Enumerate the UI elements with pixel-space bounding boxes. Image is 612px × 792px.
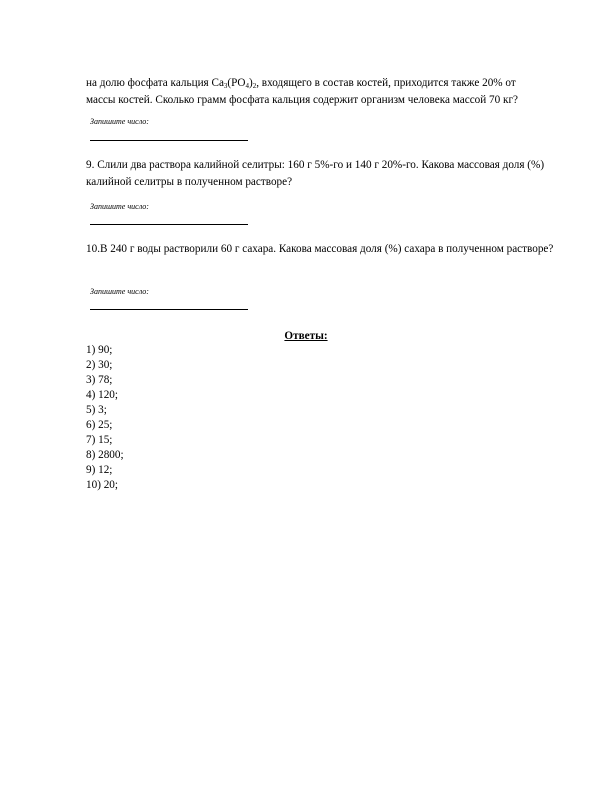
answer-line-9[interactable]	[90, 224, 248, 225]
question-8-tail	[86, 75, 556, 109]
answer-item: 5) 3;	[86, 404, 107, 416]
subscript-4: 4	[245, 82, 249, 90]
question-8-line2: массы костей. Сколько грамм фосфата кальция содержит организм человека массой 70 кг?	[86, 94, 519, 106]
question-8-line1-part-c: )	[248, 77, 253, 89]
subscript-3: 3	[223, 82, 228, 90]
question-8-line1-part-a: на долю фосфата кальция Ca	[86, 77, 224, 89]
question-8-line1-part-d: , входящего в состав костей, приходится также 20% от	[256, 77, 516, 89]
answers-list	[86, 343, 124, 493]
answer-item: 7) 15;	[86, 434, 113, 446]
answer-item: 10) 20;	[86, 479, 119, 491]
answer-hint-10: Запишите число:	[90, 287, 149, 296]
answer-item: 9) 12;	[86, 464, 113, 476]
answer-hint-8: Запишите число:	[90, 117, 149, 126]
answer-line-10[interactable]	[90, 309, 248, 310]
answer-line-8[interactable]	[90, 140, 248, 141]
answer-hint-9: Запишите число:	[90, 202, 149, 211]
answers-title: Ответы:	[284, 330, 328, 342]
question-8-line1-part-b: (PO	[227, 77, 246, 89]
answer-item: 3) 78;	[86, 374, 113, 386]
answer-item: 8) 2800;	[86, 449, 124, 461]
answer-item: 6) 25;	[86, 419, 113, 431]
question-10: 10.В 240 г воды растворили 60 г сахара. Какова массовая доля (%) сахара в полученном растворе?	[86, 243, 554, 255]
answer-item: 1) 90;	[86, 344, 113, 356]
question-9: 9. Слили два раствора калийной селитры: 160 г 5%-го и 140 г 20%-го. Какова массовая доля (%) калийной селитры в полученном растворе?	[86, 159, 545, 188]
answer-item: 2) 30;	[86, 359, 113, 371]
answer-item: 4) 120;	[86, 389, 119, 401]
subscript-2: 2	[252, 82, 257, 90]
